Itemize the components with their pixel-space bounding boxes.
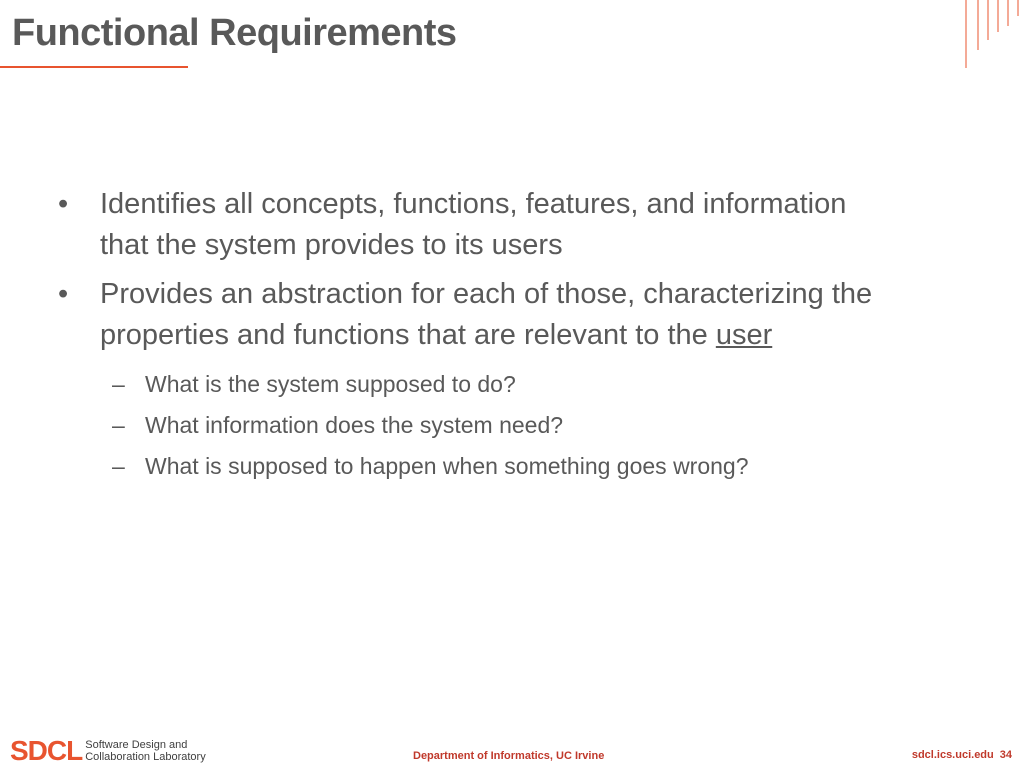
bullet-text-line: Identifies all concepts, functions, features, and information — [100, 188, 847, 220]
page-number: 34 — [999, 749, 1012, 761]
footer-right — [912, 749, 1012, 761]
slide-title: Functional Requirements — [12, 12, 457, 54]
sub-bullet-item — [58, 364, 958, 405]
bullet-text-segment: properties and functions that are relevant to the — [100, 319, 716, 351]
logo-text — [85, 739, 205, 763]
bullet-marker: • — [58, 278, 69, 310]
sub-bullet-text: What information does the system need? — [145, 412, 564, 438]
slide-content — [58, 184, 958, 487]
bullet-text-line: that the system provides to its users — [100, 229, 563, 261]
bullet-text-line: Provides an abstraction for each of those, characterizing the — [100, 278, 873, 310]
footer-logo — [10, 736, 206, 766]
sub-bullet-item — [58, 446, 958, 487]
logo-line: Collaboration Laboratory — [85, 751, 206, 763]
sub-bullet-item — [58, 405, 958, 446]
sub-bullet-marker: – — [112, 371, 125, 397]
logo-mark: SDCL — [10, 735, 83, 766]
bullet-text-line — [100, 315, 958, 356]
sub-bullet-text: What is supposed to happen when something goes wrong? — [145, 453, 749, 479]
sub-bullet-marker: – — [112, 412, 125, 438]
decorative-lines-icon — [954, 0, 1024, 70]
logo-line: Software Design and — [85, 739, 188, 751]
title-underline — [0, 66, 188, 68]
sub-bullet-text: What is the system supposed to do? — [145, 371, 516, 397]
bullet-marker: • — [58, 188, 69, 220]
bullet-item — [58, 274, 958, 356]
sub-bullet-marker: – — [112, 453, 125, 479]
underlined-word: user — [715, 319, 773, 351]
footer-site: sdcl.ics.uci.edu — [911, 749, 994, 761]
footer-department: Department of Informatics, UC Irvine — [413, 750, 605, 762]
bullet-item — [58, 184, 958, 266]
